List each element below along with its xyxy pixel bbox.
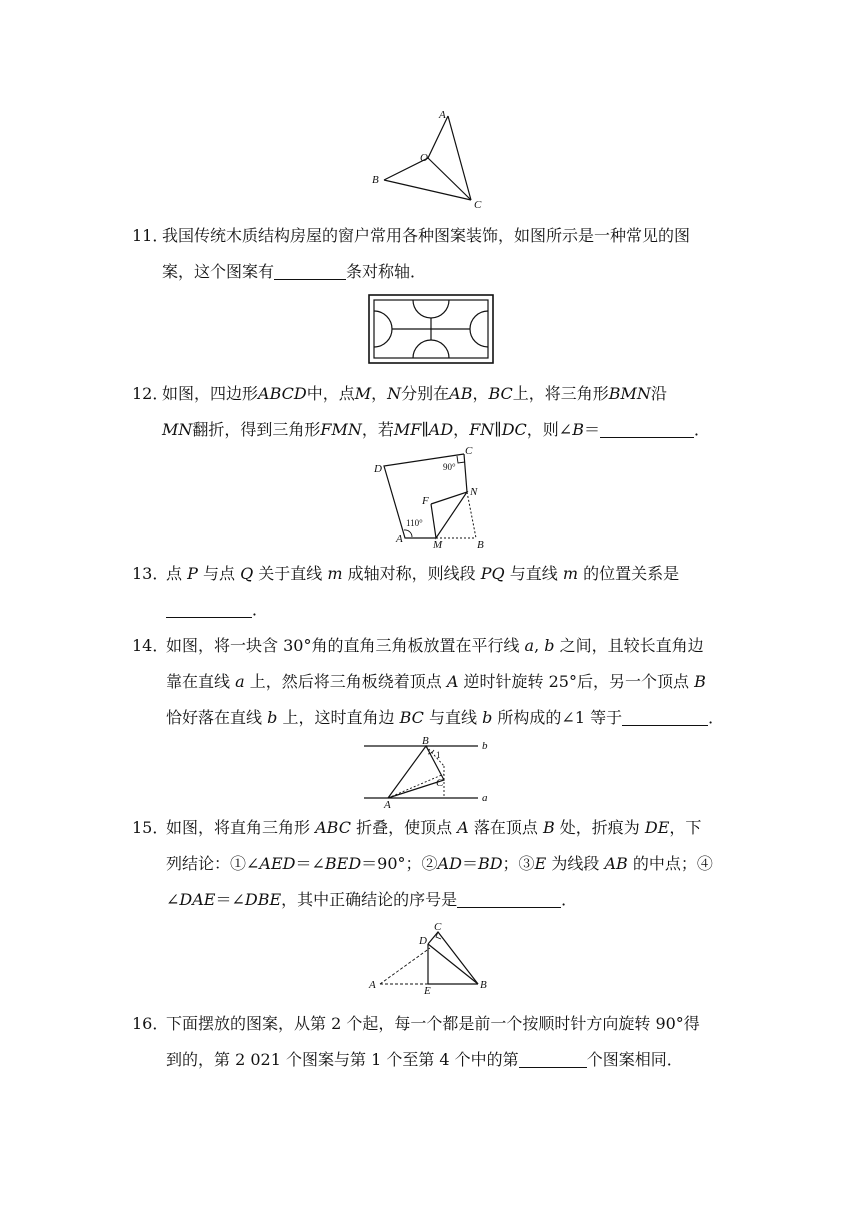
label-b-vertex: B bbox=[422, 735, 429, 747]
question-line: 点 P 与点 Q 关于直线 m 成轴对称，则线段 PQ 与直线 m 的位置关系是 bbox=[166, 564, 680, 583]
label-line-a: a bbox=[482, 792, 488, 804]
figure-q14-parallel-lines bbox=[362, 735, 502, 811]
triangle-fmn bbox=[431, 492, 467, 538]
question-number: 12． bbox=[132, 384, 169, 403]
question-number: 16． bbox=[132, 1014, 169, 1033]
label-a: A bbox=[369, 979, 376, 991]
question-line: 靠在直线 a 上，然后将三角板绕着顶点 A 逆时针旋转 25°后，另一个顶点 B bbox=[166, 672, 706, 691]
label-f: F bbox=[422, 495, 429, 507]
label-angle-1: 1 bbox=[436, 750, 441, 760]
figure-q15-svg bbox=[366, 920, 496, 997]
label-b: B bbox=[372, 174, 379, 186]
label-n: N bbox=[470, 486, 478, 498]
label-a-vertex: A bbox=[384, 799, 391, 811]
label-d: D bbox=[419, 935, 427, 947]
question-line: 恰好落在直线 b 上，这时直角边 BC 与直线 b 所构成的∠1 等于 ． bbox=[166, 708, 725, 727]
line-o-c bbox=[428, 158, 471, 200]
answer-blank[interactable] bbox=[166, 599, 252, 618]
line-a-o-b bbox=[384, 116, 448, 180]
line-a-d bbox=[380, 948, 430, 984]
question-number: 14． bbox=[132, 636, 169, 655]
answer-blank[interactable] bbox=[519, 1049, 587, 1068]
label-c: C bbox=[465, 445, 473, 457]
answer-blank[interactable] bbox=[600, 419, 694, 438]
line-b-c bbox=[384, 180, 471, 200]
label-c: C bbox=[474, 199, 482, 211]
question-line: MN翻折，得到三角形FMN，若MF∥AD，FN∥DC，则∠B＝ ． bbox=[162, 420, 710, 439]
question-line: 如图，将直角三角形 ABC 折叠，使顶点 A 落在顶点 B 处，折痕为 DE，下 bbox=[166, 818, 702, 837]
question-line: ． bbox=[166, 592, 268, 628]
question-line: 下面摆放的图案，从第 2 个起，每一个都是前一个按顺时针方向旋转 90°得 bbox=[166, 1014, 700, 1033]
label-c: C bbox=[436, 777, 444, 789]
figure-q10-svg bbox=[366, 104, 496, 214]
label-a: A bbox=[396, 533, 403, 545]
figure-q11-window-pattern bbox=[368, 294, 494, 364]
label-o: O bbox=[420, 152, 428, 164]
label-d: D bbox=[374, 463, 382, 475]
question-number: 13． bbox=[132, 564, 169, 583]
question-line: 案，这个图案有 条对称轴． bbox=[162, 262, 427, 281]
label-line-b: b bbox=[482, 740, 488, 752]
line-a-c bbox=[448, 116, 471, 200]
label-e: E bbox=[424, 985, 431, 997]
label-b: B bbox=[480, 979, 487, 991]
question-number: 15． bbox=[132, 818, 169, 837]
label-angle-90: 90° bbox=[443, 462, 456, 472]
answer-blank[interactable] bbox=[457, 889, 561, 908]
question-line: 如图，四边形ABCD中，点M，N分别在AB，BC上，将三角形BMN沿 bbox=[162, 384, 667, 403]
label-b: B bbox=[477, 539, 484, 551]
answer-blank[interactable] bbox=[622, 707, 708, 726]
question-line: 到的，第 2 021 个图案与第 1 个至第 4 个中的第 个图案相同． bbox=[166, 1050, 683, 1069]
figure-q11-svg bbox=[368, 294, 494, 364]
figure-q12-quadrilateral bbox=[368, 444, 498, 550]
question-line: 列结论：①∠AED＝∠BED＝90°；②AD＝BD；③E 为线段 AB 的中点；④ bbox=[166, 854, 713, 873]
label-m: M bbox=[433, 539, 443, 551]
figure-q14-svg bbox=[362, 735, 502, 811]
question-line: 我国传统木质结构房屋的窗户常用各种图案装饰，如图所示是一种常见的图 bbox=[162, 226, 691, 245]
label-c: C bbox=[434, 921, 442, 933]
question-line: 如图，将一块含 30°角的直角三角板放置在平行线 a, b 之间，且较长直角边 bbox=[166, 636, 704, 655]
label-a: A bbox=[439, 109, 446, 121]
question-number: 11． bbox=[132, 226, 169, 245]
question-line: ∠DAE＝∠DBE，其中正确结论的序号是 ． bbox=[166, 890, 578, 909]
figure-q12-svg bbox=[368, 444, 498, 550]
figure-q10-triangle bbox=[366, 104, 496, 214]
label-angle-110: 110° bbox=[406, 518, 423, 528]
answer-blank[interactable] bbox=[274, 261, 346, 280]
figure-q15-folded-triangle bbox=[366, 920, 496, 997]
